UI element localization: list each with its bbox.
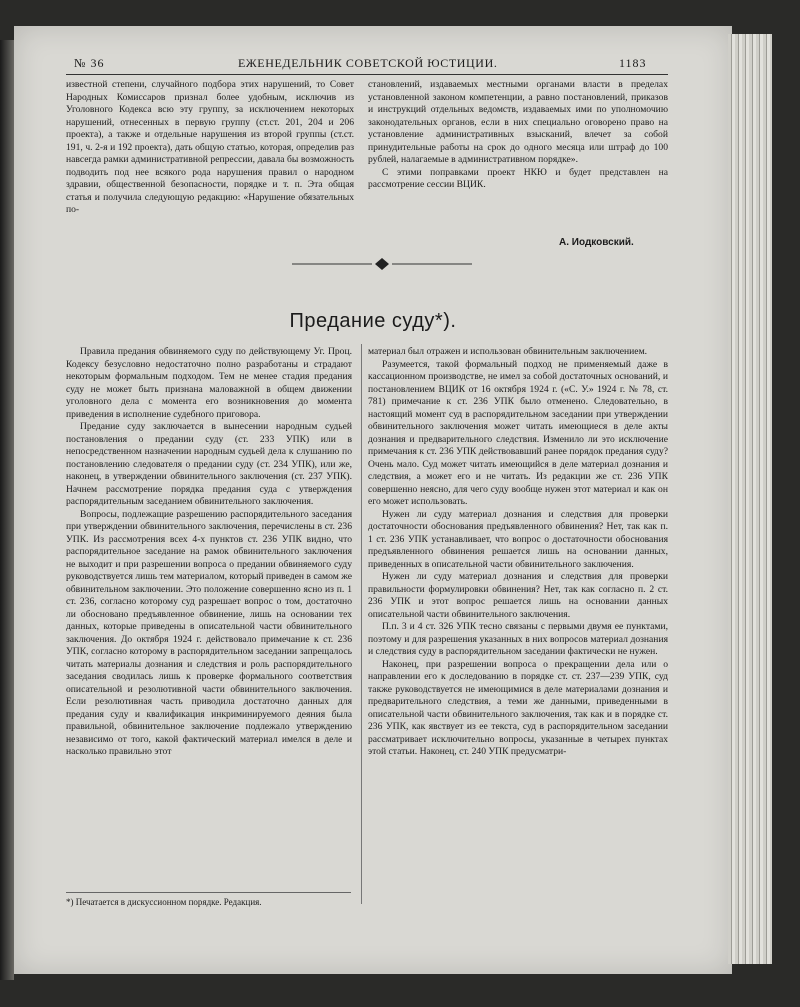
left-column: [66, 346, 352, 891]
top-left-column: [66, 79, 354, 259]
document-page: [14, 26, 732, 974]
journal-title: ЕЖЕНЕДЕЛЬНИК СОВЕТСКОЙ ЮСТИЦИИ.: [238, 56, 498, 70]
article-title: Предание суду*).: [289, 310, 457, 332]
paragraph: Вопросы, подлежащие разрешению распорядительного заседания при утверждении обвинительного заключения, перечислены в ст. 236 УПК. Из рассмотрения всех 4-х пунктов ст. 236 УПК видно, что распорядительное заседание на рамок обвинительного заключения не выходит и при разрешении вопроса о предании обвиняемого суду руководствуется лишь тем материалом, который приведен в самом же обвинительном заключении. Это положение совершенно ясно из п. 1 ст. 236, согласно которому суд разрешает вопрос о том, достаточно ли обосновано предъявленное обвинение, лишь на основании тех данных, которые приведены в описательной части обвинительного заключения. До октября 1924 г. действовало примечание к ст. 236 УПК, согласно которому в распорядительном заседании запрещалось читать материалы дознания и следствия и роль распорядительного заседания сводилась лишь к проверке формального соответствия описательной и резолютивной части обвинительного заключения. Если резолютивная часть приводила достаточно данных для предания суду и квалификация инкриминируемого деяния была правильной, обвинительное заключение подлежало утверждению независимо от того, какой фактический материал имелся в деле и насколько правильно этот: [66, 508, 352, 757]
paragraph: Нужен ли суду материал дознания и следствия для проверки правильности формулировки обвинения? Нет, так как согласно п. 2 ст. 236 УПК и этот вопрос решается лишь на основании данных описательной части обвинительного заключения.: [368, 571, 668, 620]
book-binding: [0, 40, 14, 980]
paragraph: материал был отражен и использован обвинительным заключением.: [368, 346, 648, 357]
paragraph: становлений, издаваемых местными органами власти в пределах установленной законом компетенции, а равно постановлений, приказов и инструкций отдельных ведомств, издаваемых ими по уполномочию законодательных органов, если в них специально оговорено право на установление административных взысканий, влечет за собой принудительные работы на срок до одного месяца или штраф до 100 рублей, налагаемые в административном порядке».: [368, 79, 668, 165]
paragraph: Нужен ли суду материал дознания и следствия для проверки достаточности обоснования предъявленного обвинения? Нет, так как п. 1 ст. 236 УПК устанавливает, что вопрос о достаточности обоснования предъявленного обвинения решается лишь на основании данных, приведенных в описательной части обвинительного заключения.: [368, 508, 668, 570]
paragraph: Правила предания обвиняемого суду по действующему Уг. Проц. Кодексу безусловно недостаточно полно разработаны и страдают некоторым формальным подходом. Тем не менее стадия предания суду не может быть признана маловажной в общем движении уголовного дела с момента его возникновения до момента приведения в исполнение судебного приговора.: [66, 346, 352, 420]
footnote: *) Печатается в дискуссионном порядке. Редакция.: [66, 892, 351, 907]
page-number: 1183: [619, 56, 647, 70]
paragraph: С этими поправками проект НКЮ и будет представлен на рассмотрение сессии ВЦИК.: [368, 166, 668, 190]
right-column: [368, 346, 668, 931]
paragraph: Разумеется, такой формальный подход не применяемый даже в кассационном производстве, не имел за собой достаточных оснований, и постановлением ВЦИК от 16 октября 1924 г. («С. У.» 1924 г. № 78, ст. 781) примечание к ст. 236 УПК было отменено. Следовательно, в настоящий момент суд в распорядительном заседании при утверждении обвинительного заключения может читать имеющиеся в деле акты дознания и предварительного следствия. Изменило ли это исключение примечания к ст. 236 УПК действовавший ранее порядок предания суду? Очень мало. Суд может читать имеющийся в деле материал дознания и следствия, а может его и не читать. Из редакции же ст. 236 УПК совершенно неясно, для чего суду вообще нужен этот материал и как он его может использовать.: [368, 358, 668, 507]
top-right-column: [368, 79, 668, 239]
header-rule: [66, 74, 668, 75]
issue-number: № 36: [74, 56, 105, 70]
paragraph: известной степени, случайного подбора этих нарушений, то Совет Народных Комиссаров признал более удобным, исключив из Уголовного Кодекса всю эту группу, за исключением некоторых нарушений, отнесенных в первую группу (ст.ст. 201, 204 и 206 проекта), а также и отдельные нарушения из второй группы (ст.ст. 191, ч. 2-я и 192 проекта), дать общую статью, которая, определив раз навсегда рамки административной репрессии, давала бы возможность подводить под нее всякого рода нарушения правил о народном здравии, общественной безопасности, порядке и т. п. Эта общая статья и получила следующую редакцию: «Нарушение обязательных по-: [66, 79, 354, 215]
column-separator: [361, 344, 362, 904]
paragraph: Предание суду заключается в вынесении народным судьей постановления о предании суду (ст. 233 УПК) или в непосредственном назначении народным судьей дела к слушанию по постановлению следователя о предании суду (ст. 234 УПК), или же, наконец, в утверждении обвинительного заключения (ст. 237 УПК). Начнем рассмотрение порядка предания суда с утверждения распорядительным заседанием обвинительного заключения.: [66, 421, 352, 507]
ornament-divider: [292, 258, 472, 270]
page-header: [66, 56, 666, 76]
author-signature: А. Иодковский.: [559, 237, 634, 248]
paragraph: Наконец, при разрешении вопроса о прекращении дела или о направлении его к доследованию в порядке ст. ст. 237—239 УПК, суд также руководствуется не имеющимися в деле материалами дознания и предварительного следствия, а теми же данными, приведенными в описательной части обвинительного заключения, так как и в порядке ст. 236 УПК, как явствует из ее текста, суд в распорядительном заседании рассматривает исключительно вопросы, указанные в четырех пунктах этой статьи. Наконец, ст. 240 УПК предусматри-: [368, 658, 668, 757]
page-stack-edge: [728, 34, 772, 964]
paragraph: П.п. 3 и 4 ст. 326 УПК тесно связаны с первыми двумя ее пунктами, поэтому и для разрешения указанных в них вопросов материал дознания и следствия суду в распорядительном заседании фактически не нужен.: [368, 621, 668, 657]
